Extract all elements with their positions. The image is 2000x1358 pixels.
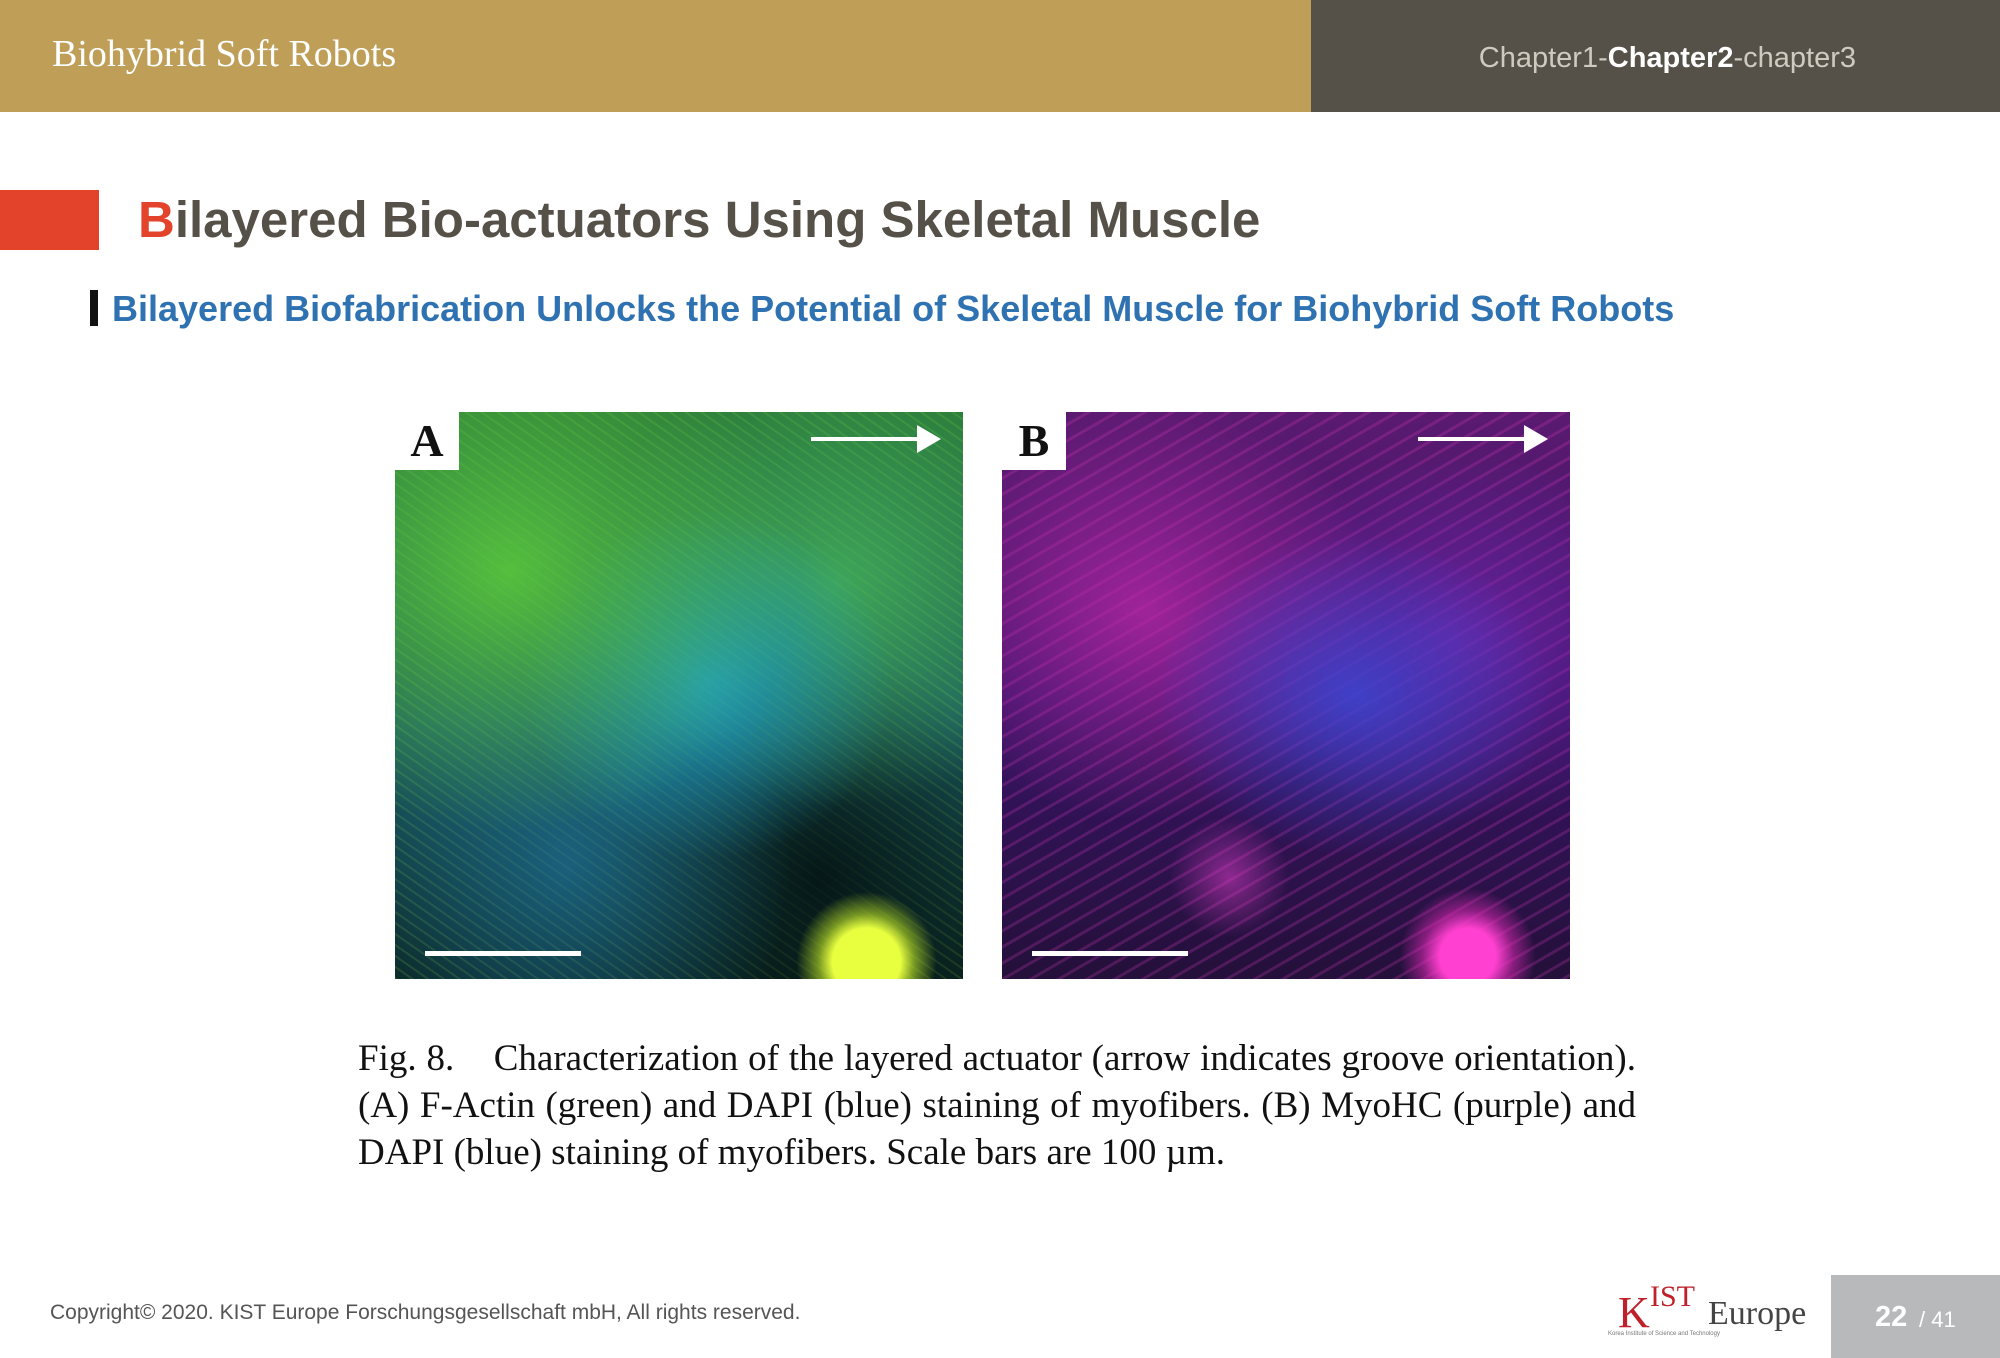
scale-bar — [1032, 951, 1188, 956]
page-number-box — [1831, 1275, 2000, 1358]
logo-letter-k: K — [1618, 1288, 1650, 1337]
page-total: / 41 — [1919, 1307, 1956, 1332]
header-bar-right — [1311, 0, 2000, 112]
logo-tagline: Korea Institute of Science and Technology — [1608, 1331, 1720, 1337]
kist-europe-logo — [1608, 1280, 1807, 1343]
slide-title-rest: ilayered Bio-actuators Using Skeletal Muscle — [174, 191, 1261, 248]
chapter-navigation — [1479, 42, 1856, 75]
subtitle-marker — [90, 290, 98, 326]
arrow-head-icon — [1524, 425, 1548, 453]
arrow-head-icon — [917, 425, 941, 453]
title-accent-block — [0, 190, 99, 250]
chapter-separator: - — [1733, 42, 1744, 74]
logo-letters-ist: IST — [1650, 1280, 1695, 1313]
slide-title — [138, 190, 1260, 249]
panel-label-b: B — [1002, 412, 1066, 470]
figure-caption: Fig. 8. Characterization of the layered actuator (arrow indicates groove orientation). (A) F-Actin (green) and DAPI (blue) staining of myofibers. (B) MyoHC (purple) and DAPI (blue) staining of myofibers. Scale bars are 100 µm. — [358, 1038, 1636, 1173]
panel-label-a: A — [395, 412, 459, 470]
scale-bar — [425, 951, 581, 956]
chapter-link-3[interactable]: chapter3 — [1743, 42, 1856, 74]
figure-panel-a — [395, 412, 963, 979]
page-current: 22 — [1875, 1301, 1908, 1333]
logo-europe-text: Europe — [1708, 1295, 1807, 1332]
chapter-link-2-active[interactable]: Chapter2 — [1607, 42, 1734, 74]
groove-orientation-arrow-icon — [811, 437, 921, 441]
groove-orientation-arrow-icon — [1418, 437, 1528, 441]
figure-panel-b — [1002, 412, 1570, 979]
chapter-link-1[interactable]: Chapter1 — [1478, 42, 1599, 74]
slide-title-initial: B — [138, 191, 175, 248]
slide-subtitle: Bilayered Biofabrication Unlocks the Potential of Skeletal Muscle for Biohybrid Soft Robots — [112, 288, 1675, 329]
header-title: Biohybrid Soft Robots — [52, 33, 397, 75]
header-bar-left — [0, 0, 1311, 112]
copyright-notice: Copyright© 2020. KIST Europe Forschungsgesellschaft mbH, All rights reserved. — [50, 1301, 801, 1324]
chapter-separator: - — [1598, 42, 1608, 74]
